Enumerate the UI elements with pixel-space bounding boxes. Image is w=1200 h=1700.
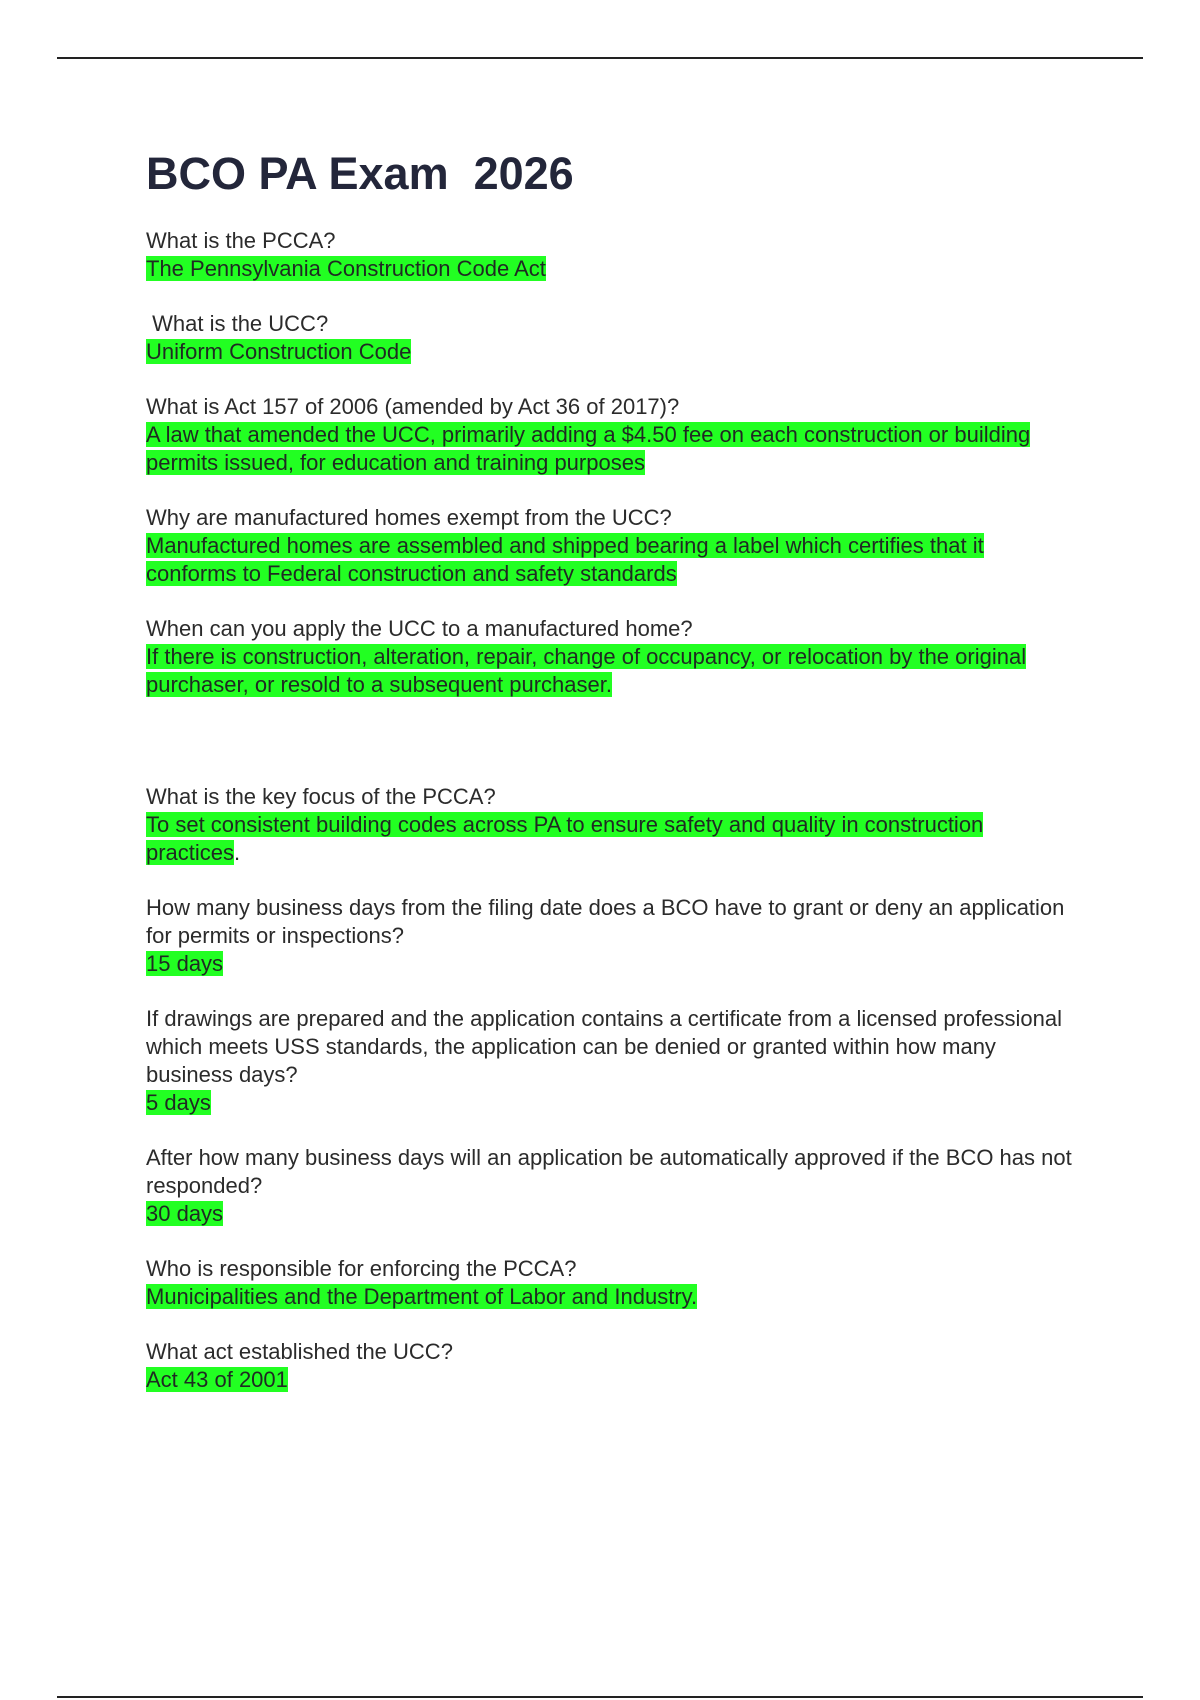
question-text: Who is responsible for enforcing the PCCA? [146,1256,577,1281]
answer-highlight: 5 days [146,1090,211,1115]
answer-text [146,338,1076,366]
question-text: Why are manufactured homes exempt from the UCC? [146,505,672,530]
answer-text [146,421,1076,477]
answer-highlight: To set consistent building codes across PA to ensure safety and quality in construction practices [146,812,984,865]
qa-item-1 [146,227,1076,283]
answer-highlight: Act 43 of 2001 [146,1367,288,1392]
question-text: If drawings are prepared and the application contains a certificate from a licensed professional which meets USS standards, the application can be denied or granted within how many business days? [146,1006,1069,1087]
question-text: What is the UCC? [146,311,329,336]
question-text: What is the key focus of the PCCA? [146,784,496,809]
answer-text [146,950,1076,978]
question-text: How many business days from the filing date does a BCO have to grant or deny an application for permits or inspections? [146,895,1071,948]
question-text: What is the PCCA? [146,228,336,253]
answer-text [146,1089,1076,1117]
document-title: BCO PA Exam 2026 [146,148,574,199]
answer-highlight: If there is construction, alteration, repair, change of occupancy, or relocation by the original purchaser, or resold to a subsequent purchaser. [146,644,1027,697]
answer-highlight: A law that amended the UCC, primarily adding a $4.50 fee on each construction or building permits issued, for education and training purposes [146,422,1031,475]
answer-highlight: 15 days [146,951,224,976]
question-text: What act established the UCC? [146,1339,453,1364]
qa-item-3 [146,393,1076,477]
document-body [146,150,1076,1394]
answer-text [146,1366,1076,1394]
answer-text [146,643,1076,699]
qa-item-10 [146,1255,1076,1311]
qa-item-9 [146,1144,1076,1228]
answer-highlight: Uniform Construction Code [146,339,412,364]
answer-text [146,811,1076,867]
top-divider [57,57,1143,59]
question-text: What is Act 157 of 2006 (amended by Act 36 of 2017)? [146,394,680,419]
answer-text [146,1283,1076,1311]
qa-item-11 [146,1338,1076,1394]
question-text: After how many business days will an application be automatically approved if the BCO has not responded? [146,1145,1078,1198]
answer-highlight: The Pennsylvania Construction Code Act [146,256,546,281]
answer-highlight: Manufactured homes are assembled and shipped bearing a label which certifies that it conforms to Federal construction and safety standards [146,533,984,586]
answer-trailing: . [234,840,241,865]
answer-text [146,255,1076,283]
qa-item-5 [146,615,1076,699]
qa-item-6 [146,783,1076,867]
qa-item-2 [146,310,1076,366]
question-text: When can you apply the UCC to a manufactured home? [146,616,693,641]
qa-item-8 [146,1005,1076,1117]
answer-highlight: Municipalities and the Department of Labor and Industry. [146,1284,698,1309]
qa-item-4 [146,504,1076,588]
qa-item-7 [146,894,1076,978]
bottom-divider [57,1696,1143,1698]
answer-highlight: 30 days [146,1201,224,1226]
answer-text [146,532,1076,588]
answer-text [146,1200,1076,1228]
